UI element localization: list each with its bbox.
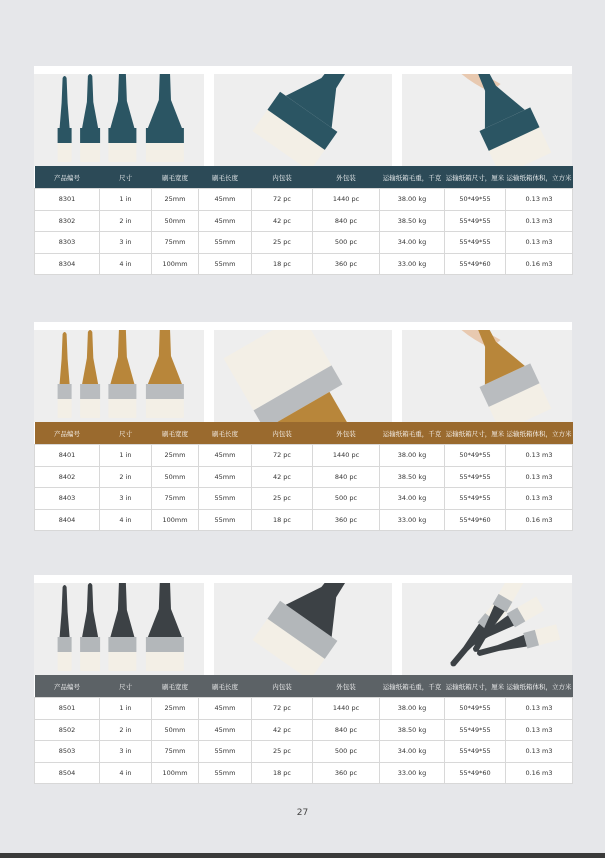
table-row (35, 719, 573, 741)
table-row (35, 232, 573, 254)
inner-pack-cell: 72 pc (252, 698, 313, 720)
column-header-bristle-length: 刷毛长度 (212, 429, 238, 438)
column-header-size: 尺寸 (119, 173, 132, 182)
carton-size-cell: 55*49*60 (445, 253, 506, 275)
footer-bar (0, 853, 605, 858)
carton-volume-cell: 0.13 m3 (506, 719, 573, 741)
column-header-outer-pack: 外包装 (336, 682, 356, 691)
product-code-cell: 8401 (35, 445, 100, 467)
single-brush-photo (214, 583, 392, 675)
column-header-carton-weight: 运输纸箱毛重，千克 (382, 173, 442, 182)
size-cell: 3 in (100, 232, 152, 254)
product-code-cell: 8301 (35, 189, 100, 211)
outer-pack-cell: 360 pc (313, 762, 380, 784)
table-row (35, 189, 573, 211)
column-header-product-code: 产品编号 (54, 173, 80, 182)
size-cell: 1 in (100, 445, 152, 467)
carton-volume-cell: 0.16 m3 (506, 509, 573, 531)
carton-weight-cell: 38.00 kg (380, 445, 445, 467)
carton-size-cell: 50*49*55 (445, 698, 506, 720)
carton-volume-cell: 0.13 m3 (506, 210, 573, 232)
product-code-cell: 8503 (35, 741, 100, 763)
carton-volume-cell: 0.13 m3 (506, 445, 573, 467)
column-header-bristle-length: 刷毛长度 (212, 682, 238, 691)
column-header-carton-size: 运输纸箱尺寸，厘米 (445, 682, 505, 691)
outer-pack-cell: 840 pc (313, 210, 380, 232)
carton-weight-cell: 38.50 kg (380, 210, 445, 232)
outer-pack-cell: 1440 pc (313, 445, 380, 467)
bristle-length-cell: 55mm (199, 253, 252, 275)
carton-volume-cell: 0.13 m3 (506, 466, 573, 488)
brush-illustration (34, 330, 204, 422)
table-row (35, 488, 573, 510)
bristle-width-cell: 50mm (152, 210, 199, 232)
brush-in-hand-photo (402, 74, 572, 166)
page-number: 27 (296, 808, 309, 818)
column-header-size: 尺寸 (119, 429, 132, 438)
carton-volume-cell: 0.16 m3 (506, 253, 573, 275)
brush-illustration (402, 583, 572, 675)
bristle-width-cell: 100mm (152, 509, 199, 531)
column-header-outer-pack: 外包装 (336, 173, 356, 182)
table-row (35, 210, 573, 232)
brush-illustration (214, 330, 392, 422)
outer-pack-cell: 500 pc (313, 741, 380, 763)
outer-pack-cell: 840 pc (313, 719, 380, 741)
column-header-carton-volume: 运输纸箱体积，立方米 (506, 429, 572, 438)
size-cell: 3 in (100, 741, 152, 763)
column-header-bristle-width: 刷毛宽度 (162, 173, 188, 182)
column-header-inner-pack: 内包装 (272, 173, 292, 182)
bristle-width-cell: 25mm (152, 698, 199, 720)
column-header-bristle-width: 刷毛宽度 (162, 682, 188, 691)
bristle-width-cell: 75mm (152, 488, 199, 510)
section-top-bar (34, 322, 572, 330)
brush-set-photo (34, 583, 204, 675)
product-code-cell: 8404 (35, 509, 100, 531)
inner-pack-cell: 42 pc (252, 466, 313, 488)
brush-illustration (214, 583, 392, 675)
table-row (35, 445, 573, 467)
carton-size-cell: 55*49*60 (445, 762, 506, 784)
single-brush-photo (214, 330, 392, 422)
inner-pack-cell: 72 pc (252, 189, 313, 211)
column-header-carton-size: 运输纸箱尺寸，厘米 (445, 173, 505, 182)
bristle-width-cell: 50mm (152, 466, 199, 488)
product-section-85 (34, 575, 572, 784)
column-header-bristle-width: 刷毛宽度 (162, 429, 188, 438)
single-brush-photo (214, 74, 392, 166)
product-code-cell: 8501 (35, 698, 100, 720)
carton-size-cell: 55*49*55 (445, 719, 506, 741)
outer-pack-cell: 1440 pc (313, 698, 380, 720)
table-row (35, 741, 573, 763)
table-header-row (35, 166, 573, 189)
brush-illustration (402, 74, 572, 166)
carton-weight-cell: 33.00 kg (380, 762, 445, 784)
table-row (35, 466, 573, 488)
bristle-width-cell: 75mm (152, 232, 199, 254)
carton-weight-cell: 33.00 kg (380, 509, 445, 531)
carton-volume-cell: 0.13 m3 (506, 232, 573, 254)
product-code-cell: 8403 (35, 488, 100, 510)
bristle-width-cell: 25mm (152, 445, 199, 467)
column-header-inner-pack: 内包装 (272, 682, 292, 691)
inner-pack-cell: 18 pc (252, 509, 313, 531)
outer-pack-cell: 360 pc (313, 509, 380, 531)
carton-size-cell: 55*49*55 (445, 210, 506, 232)
bristle-length-cell: 55mm (199, 741, 252, 763)
size-cell: 4 in (100, 253, 152, 275)
inner-pack-cell: 72 pc (252, 445, 313, 467)
product-code-cell: 8302 (35, 210, 100, 232)
carton-volume-cell: 0.16 m3 (506, 762, 573, 784)
column-header-size: 尺寸 (119, 682, 132, 691)
bristle-length-cell: 45mm (199, 719, 252, 741)
spec-table (34, 166, 573, 275)
column-header-inner-pack: 内包装 (272, 429, 292, 438)
carton-volume-cell: 0.13 m3 (506, 488, 573, 510)
bristle-length-cell: 45mm (199, 698, 252, 720)
table-header-row (35, 422, 573, 445)
spec-table (34, 422, 573, 531)
bristle-width-cell: 75mm (152, 741, 199, 763)
carton-weight-cell: 38.50 kg (380, 719, 445, 741)
inner-pack-cell: 42 pc (252, 719, 313, 741)
product-code-cell: 8504 (35, 762, 100, 784)
carton-volume-cell: 0.13 m3 (506, 698, 573, 720)
brush-illustration (34, 583, 204, 675)
outer-pack-cell: 500 pc (313, 232, 380, 254)
brush-in-hand-photo (402, 330, 572, 422)
outer-pack-cell: 1440 pc (313, 189, 380, 211)
section-top-bar (34, 66, 572, 74)
bristle-length-cell: 45mm (199, 189, 252, 211)
inner-pack-cell: 18 pc (252, 253, 313, 275)
bristle-length-cell: 55mm (199, 762, 252, 784)
carton-size-cell: 55*49*55 (445, 741, 506, 763)
inner-pack-cell: 25 pc (252, 741, 313, 763)
carton-weight-cell: 38.00 kg (380, 698, 445, 720)
inner-pack-cell: 25 pc (252, 232, 313, 254)
inner-pack-cell: 18 pc (252, 762, 313, 784)
product-code-cell: 8502 (35, 719, 100, 741)
product-code-cell: 8402 (35, 466, 100, 488)
bristle-width-cell: 100mm (152, 762, 199, 784)
bristle-length-cell: 45mm (199, 210, 252, 232)
brush-illustration (214, 74, 392, 166)
carton-weight-cell: 38.00 kg (380, 189, 445, 211)
carton-size-cell: 55*49*55 (445, 232, 506, 254)
brush-set-photo (34, 330, 204, 422)
product-code-cell: 8304 (35, 253, 100, 275)
column-header-bristle-length: 刷毛长度 (212, 173, 238, 182)
inner-pack-cell: 25 pc (252, 488, 313, 510)
bristle-width-cell: 25mm (152, 189, 199, 211)
bristle-length-cell: 55mm (199, 488, 252, 510)
size-cell: 4 in (100, 762, 152, 784)
table-row (35, 253, 573, 275)
size-cell: 3 in (100, 488, 152, 510)
carton-weight-cell: 34.00 kg (380, 741, 445, 763)
carton-size-cell: 55*49*60 (445, 509, 506, 531)
table-row (35, 698, 573, 720)
outer-pack-cell: 360 pc (313, 253, 380, 275)
column-header-outer-pack: 外包装 (336, 429, 356, 438)
carton-size-cell: 50*49*55 (445, 445, 506, 467)
size-cell: 2 in (100, 466, 152, 488)
bristle-length-cell: 55mm (199, 509, 252, 531)
carton-size-cell: 50*49*55 (445, 189, 506, 211)
table-row (35, 762, 573, 784)
product-section-84 (34, 322, 572, 531)
product-code-cell: 8303 (35, 232, 100, 254)
size-cell: 2 in (100, 210, 152, 232)
brush-pile-photo (402, 583, 572, 675)
column-header-product-code: 产品编号 (54, 429, 80, 438)
inner-pack-cell: 42 pc (252, 210, 313, 232)
photo-strip (34, 583, 572, 675)
column-header-carton-size: 运输纸箱尺寸，厘米 (445, 429, 505, 438)
carton-volume-cell: 0.13 m3 (506, 189, 573, 211)
bristle-length-cell: 55mm (199, 232, 252, 254)
spec-table (34, 675, 573, 784)
carton-size-cell: 55*49*55 (445, 466, 506, 488)
section-top-bar (34, 575, 572, 583)
column-header-carton-volume: 运输纸箱体积，立方米 (506, 173, 572, 182)
brush-illustration (402, 330, 572, 422)
product-section-83 (34, 66, 572, 275)
carton-size-cell: 55*49*55 (445, 488, 506, 510)
carton-weight-cell: 34.00 kg (380, 488, 445, 510)
table-header-row (35, 675, 573, 698)
bristle-length-cell: 45mm (199, 466, 252, 488)
column-header-carton-weight: 运输纸箱毛重，千克 (382, 682, 442, 691)
brush-set-photo (34, 74, 204, 166)
size-cell: 2 in (100, 719, 152, 741)
photo-strip (34, 74, 572, 166)
brush-illustration (34, 74, 204, 166)
size-cell: 1 in (100, 189, 152, 211)
column-header-product-code: 产品编号 (54, 682, 80, 691)
bristle-length-cell: 45mm (199, 445, 252, 467)
size-cell: 4 in (100, 509, 152, 531)
carton-volume-cell: 0.13 m3 (506, 741, 573, 763)
carton-weight-cell: 38.50 kg (380, 466, 445, 488)
carton-weight-cell: 33.00 kg (380, 253, 445, 275)
outer-pack-cell: 500 pc (313, 488, 380, 510)
column-header-carton-weight: 运输纸箱毛重，千克 (382, 429, 442, 438)
size-cell: 1 in (100, 698, 152, 720)
table-row (35, 509, 573, 531)
bristle-width-cell: 100mm (152, 253, 199, 275)
photo-strip (34, 330, 572, 422)
bristle-width-cell: 50mm (152, 719, 199, 741)
column-header-carton-volume: 运输纸箱体积，立方米 (506, 682, 572, 691)
carton-weight-cell: 34.00 kg (380, 232, 445, 254)
outer-pack-cell: 840 pc (313, 466, 380, 488)
